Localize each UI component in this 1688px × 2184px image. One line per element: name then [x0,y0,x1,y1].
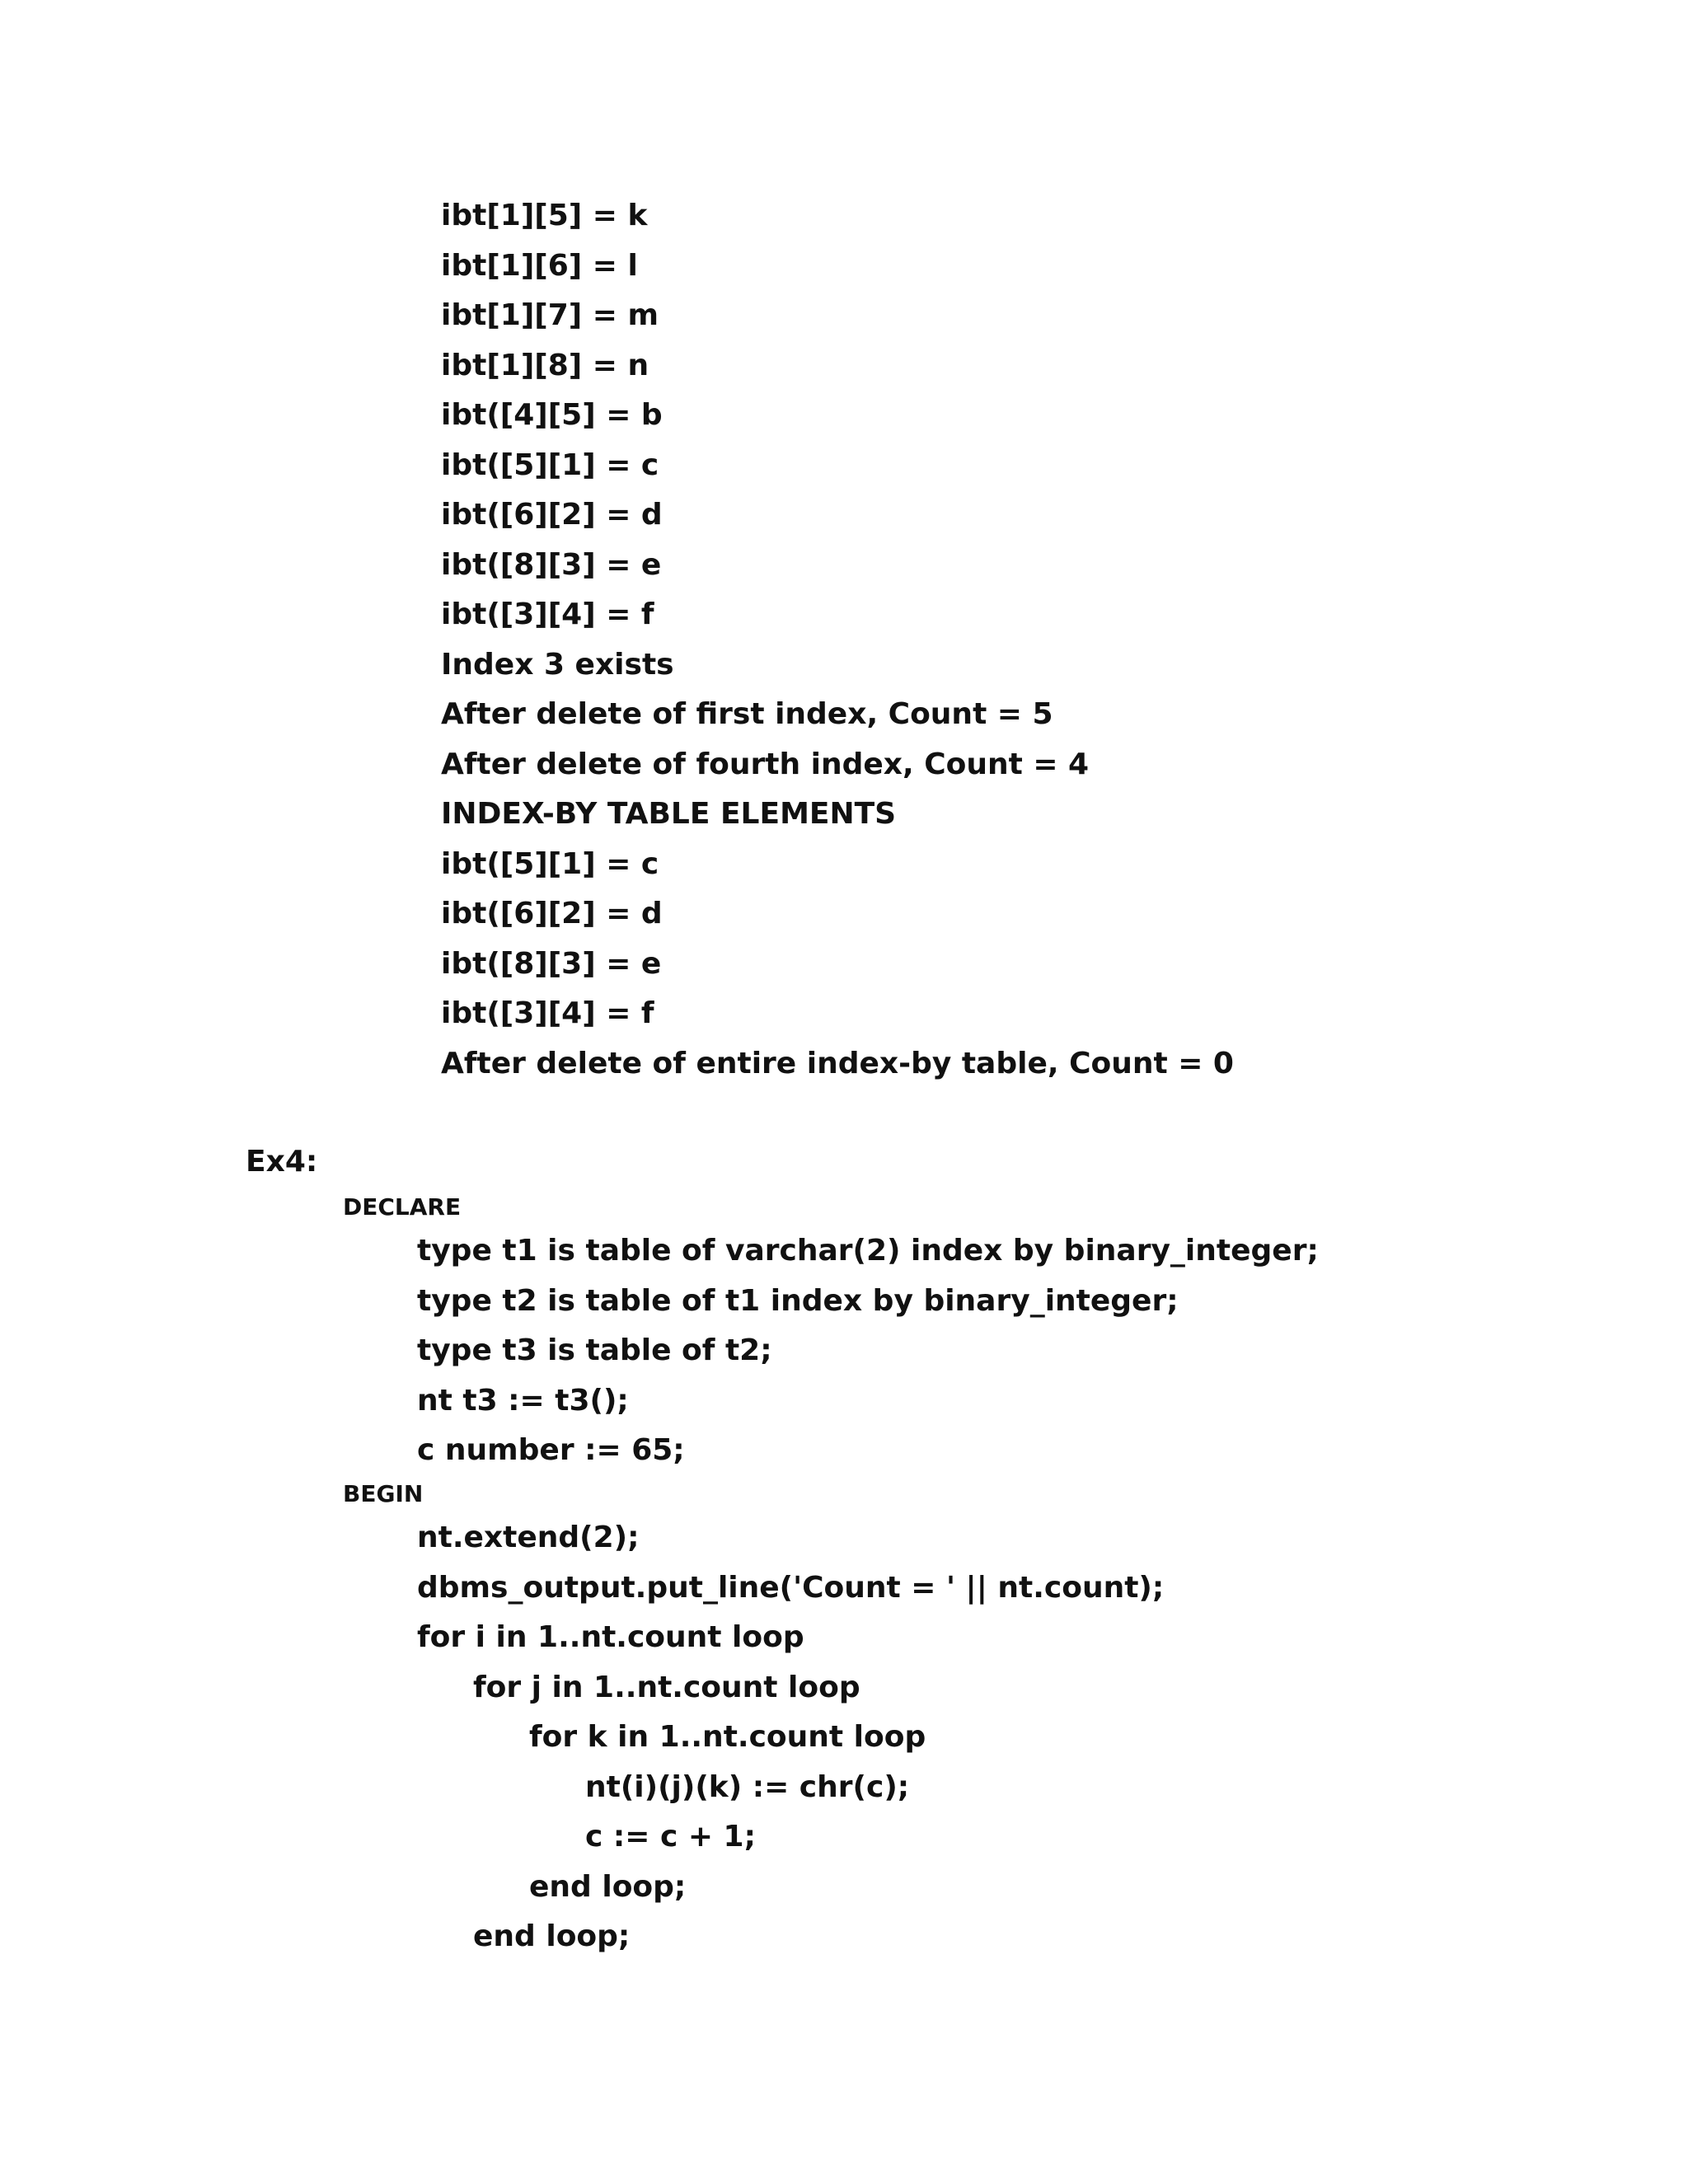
code-line: for i in 1..nt.count loop [417,1620,804,1654]
code-line: nt(i)(j)(k) := chr(c); [585,1769,910,1804]
body-block [417,1513,1164,1962]
output-line: ibt([8][3] = e [441,547,662,582]
output-line: ibt([6][2] = d [441,897,663,930]
output-line: After delete of fourth index, Count = 4 [441,747,1090,781]
output-line: After delete of entire index-by table, Count = 0 [441,1046,1234,1080]
code-line: nt.extend(2); [417,1521,640,1554]
code-line: type t1 is table of varchar(2) index by binary_integer; [417,1234,1319,1268]
output-line: ibt[1][7] = m [441,298,659,332]
code-line: dbms_output.put_line('Count = ' || nt.count); [417,1570,1165,1605]
code-line: type t2 is table of t1 index by binary_integer; [417,1283,1179,1318]
code-line: for j in 1..nt.count loop [473,1670,860,1704]
output-line: ibt([4][5] = b [441,398,663,432]
declarations-block [417,1226,1319,1476]
output-line: ibt([3][4] = f [441,996,654,1030]
output-line: ibt([5][1] = c [441,448,659,482]
code-line: end loop; [529,1869,687,1904]
output-line: ibt[1][5] = k [441,199,648,232]
code-line: c := c + 1; [585,1820,756,1854]
output-line: ibt([8][3] = e [441,946,662,981]
output-line: INDEX-BY TABLE ELEMENTS [441,797,897,831]
program-output [441,191,1234,1089]
code-line: c number := 65; [417,1433,685,1467]
output-line: ibt([3][4] = f [441,598,654,631]
code-line: type t3 is table of t2; [417,1333,772,1367]
declare-keyword: DECLARE [343,1193,462,1221]
code-line: nt t3 := t3(); [417,1383,629,1418]
output-line: ibt([5][1] = c [441,846,659,881]
output-line: ibt([6][2] = d [441,498,663,532]
output-line: After delete of first index, Count = 5 [441,697,1053,731]
example-heading: Ex4: [246,1145,318,1179]
begin-keyword: BEGIN [343,1480,424,1507]
output-line: Index 3 exists [441,647,674,682]
code-line: for k in 1..nt.count loop [529,1720,926,1754]
code-line: end loop; [473,1919,631,1953]
output-line: ibt[1][6] = l [441,248,638,283]
output-line: ibt[1][8] = n [441,348,649,382]
